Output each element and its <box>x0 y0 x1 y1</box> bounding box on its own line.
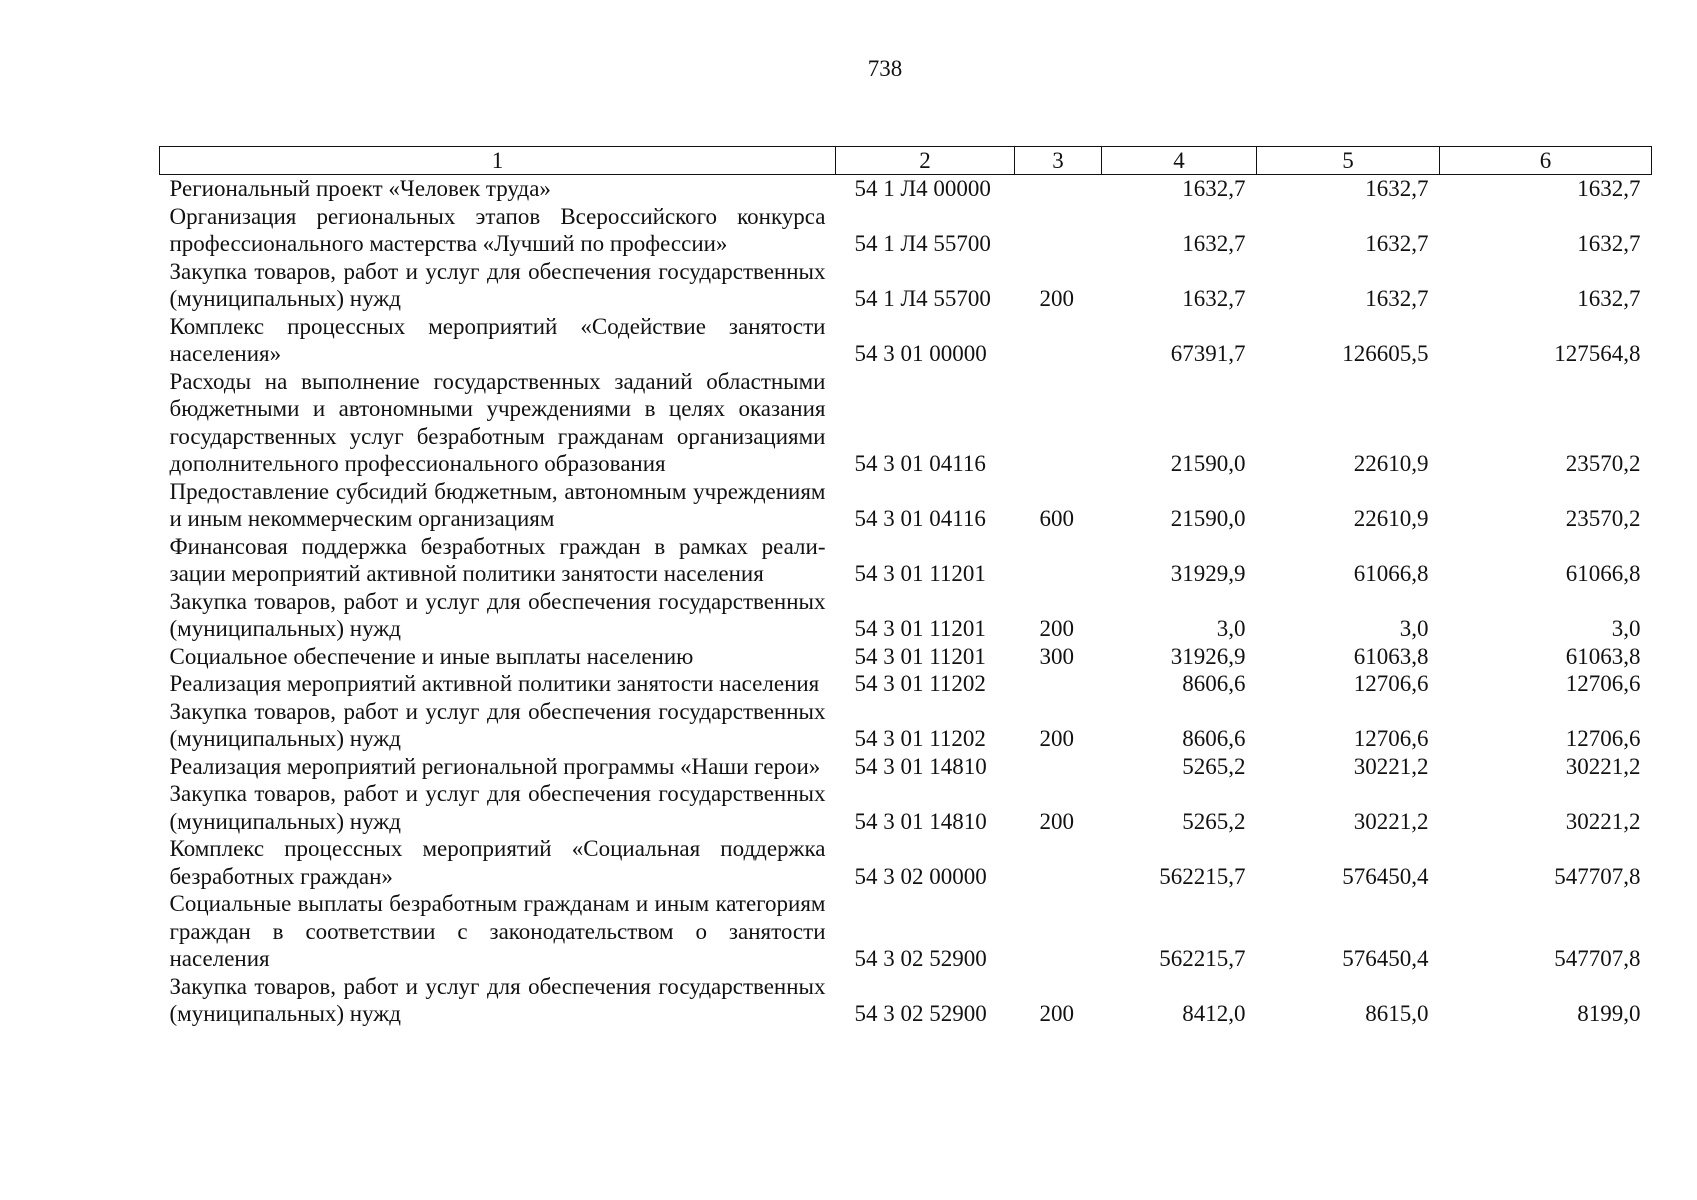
row-name: Организация региональных этапов Всероссийского конкурса профессионального мастерства «Лучший по профессии» <box>169 203 826 256</box>
row-name: Комплекс процессных мероприятий «Социальная поддержка безработных граждан» <box>169 836 826 889</box>
table-row <box>160 835 1652 890</box>
row-name: Комплекс процессных мероприятий «Содействие занятости населения» <box>169 313 826 366</box>
row-amount-1: 562215,7 <box>1159 863 1246 889</box>
row-amount-3: 30221,2 <box>1565 753 1641 779</box>
row-expense-type: 600 <box>1039 506 1074 531</box>
row-name: Социальное обеспечение и иные выплаты населению <box>169 643 694 669</box>
row-amount-1: 5265,2 <box>1182 753 1246 779</box>
row-amount-1: 562215,7 <box>1159 946 1246 971</box>
column-header-amount-3: 6 <box>1440 147 1652 175</box>
row-name: Реализация мероприятий региональной программы «Наши герои» <box>169 753 821 779</box>
row-amount-2: 1632,7 <box>1365 176 1429 201</box>
row-amount-3: 1632,7 <box>1577 176 1641 201</box>
row-code: 54 3 01 11202 <box>854 726 986 751</box>
row-amount-2: 22610,9 <box>1353 506 1429 531</box>
row-code: 54 3 02 00000 <box>854 863 987 889</box>
row-expense-type <box>1015 313 1102 368</box>
row-name: Финансовая поддержка безработных граждан в рамках реализации мероприятий активной политики занятости населения <box>169 533 826 586</box>
row-code: 54 3 01 14810 <box>854 808 987 834</box>
row-expense-type <box>1015 753 1102 781</box>
row-amount-3: 61066,8 <box>1565 561 1641 586</box>
row-amount-3: 1632,7 <box>1577 231 1641 256</box>
row-amount-2: 30221,2 <box>1353 753 1429 779</box>
row-amount-1: 5265,2 <box>1182 808 1246 834</box>
column-header-amount-1: 4 <box>1102 147 1257 175</box>
row-amount-3: 23570,2 <box>1565 451 1641 476</box>
table-row <box>160 313 1652 368</box>
row-amount-1: 1632,7 <box>1182 231 1246 256</box>
row-expense-type <box>1015 203 1102 258</box>
row-amount-3: 12706,6 <box>1565 671 1641 696</box>
row-expense-type: 300 <box>1039 643 1074 669</box>
row-amount-1: 1632,7 <box>1182 286 1246 311</box>
row-name: Реализация мероприятий активной политики занятости населения <box>169 671 820 696</box>
table-row <box>160 478 1652 533</box>
row-amount-1: 21590,0 <box>1170 506 1246 531</box>
row-code: 54 3 01 04116 <box>854 506 986 531</box>
row-name: Закупка товаров, работ и услуг для обеспечения государственных (муниципальных) нужд <box>169 973 826 1026</box>
row-amount-1: 31926,9 <box>1170 643 1246 669</box>
row-code: 54 1 Л4 55700 <box>854 286 991 311</box>
row-name: Социальные выплаты безработным гражданам и иным категориям граждан в соответствии с законодательством о занятости населения <box>169 891 826 971</box>
row-code: 54 3 01 11201 <box>854 643 986 669</box>
row-name: Предоставление субсидий бюджетным, автономным учреждениям и иным некоммерческим организациям <box>169 478 826 531</box>
row-amount-2: 22610,9 <box>1353 451 1429 476</box>
row-code: 54 1 Л4 00000 <box>854 176 991 201</box>
row-amount-3: 23570,2 <box>1565 506 1641 531</box>
column-header-amount-2: 5 <box>1257 147 1440 175</box>
row-name: Закупка товаров, работ и услуг для обеспечения государственных (муниципальных) нужд <box>169 781 826 834</box>
row-amount-2: 30221,2 <box>1353 808 1429 834</box>
row-code: 54 3 01 04116 <box>854 451 986 476</box>
row-expense-type <box>1015 368 1102 478</box>
row-name: Расходы на выполнение государственных заданий областными бюджетными и автономными учреждениями в целях оказания государственных услуг безработным гражданам организациями дополнительного профессионального образования <box>169 368 826 476</box>
row-code: 54 1 Л4 55700 <box>854 231 991 256</box>
table-row <box>160 670 1652 698</box>
column-header-name: 1 <box>160 147 836 175</box>
row-amount-2: 12706,6 <box>1353 726 1429 751</box>
row-code: 54 3 01 11202 <box>854 671 986 696</box>
row-amount-2: 126605,5 <box>1342 341 1429 366</box>
row-amount-2: 61066,8 <box>1353 561 1429 586</box>
row-amount-1: 8606,6 <box>1182 671 1246 696</box>
row-expense-type: 200 <box>1039 286 1074 311</box>
row-amount-1: 8606,6 <box>1182 726 1246 751</box>
row-amount-1: 8412,0 <box>1182 1001 1246 1026</box>
row-amount-2: 576450,4 <box>1342 863 1429 889</box>
table-row <box>160 753 1652 781</box>
row-code: 54 3 01 11201 <box>854 561 986 586</box>
table-body <box>160 175 1652 1028</box>
header-row <box>160 147 1652 175</box>
row-amount-3: 1632,7 <box>1577 286 1641 311</box>
row-amount-1: 3,0 <box>1216 616 1246 641</box>
row-amount-2: 1632,7 <box>1365 231 1429 256</box>
row-amount-1: 21590,0 <box>1170 451 1246 476</box>
row-amount-3: 30221,2 <box>1565 808 1641 834</box>
row-amount-2: 12706,6 <box>1353 671 1429 696</box>
row-amount-3: 3,0 <box>1611 616 1641 641</box>
table-row <box>160 698 1652 753</box>
row-expense-type <box>1015 175 1102 203</box>
table-row <box>160 643 1652 671</box>
table-row <box>160 175 1652 203</box>
row-code: 54 3 01 11201 <box>854 616 986 641</box>
row-amount-3: 127564,8 <box>1554 341 1641 366</box>
row-amount-3: 61063,8 <box>1565 643 1641 669</box>
table-header <box>160 147 1652 175</box>
table-row <box>160 588 1652 643</box>
row-expense-type: 200 <box>1039 726 1074 751</box>
column-header-expense-type: 3 <box>1015 147 1102 175</box>
table-row <box>160 533 1652 588</box>
column-header-code: 2 <box>836 147 1015 175</box>
table-row <box>160 368 1652 478</box>
row-amount-2: 576450,4 <box>1342 946 1429 971</box>
row-expense-type <box>1015 890 1102 973</box>
row-amount-3: 547707,8 <box>1554 946 1641 971</box>
row-amount-3: 8199,0 <box>1577 1001 1641 1026</box>
table-row <box>160 973 1652 1028</box>
row-amount-1: 1632,7 <box>1182 176 1246 201</box>
row-code: 54 3 01 00000 <box>854 341 987 366</box>
row-amount-3: 12706,6 <box>1565 726 1641 751</box>
row-amount-2: 61063,8 <box>1353 643 1429 669</box>
row-expense-type <box>1015 670 1102 698</box>
row-code: 54 3 02 52900 <box>854 1001 987 1026</box>
row-expense-type <box>1015 533 1102 588</box>
row-amount-1: 67391,7 <box>1170 341 1246 366</box>
row-amount-2: 3,0 <box>1399 616 1429 641</box>
table-row <box>160 890 1652 973</box>
row-amount-2: 8615,0 <box>1365 1001 1429 1026</box>
row-name: Региональный проект «Человек труда» <box>169 176 551 201</box>
table-row <box>160 203 1652 258</box>
row-amount-3: 547707,8 <box>1554 863 1641 889</box>
row-code: 54 3 01 14810 <box>854 753 987 779</box>
row-name: Закупка товаров, работ и услуг для обеспечения государственных (муниципальных) нужд <box>169 698 826 751</box>
row-expense-type <box>1015 835 1102 890</box>
table-row <box>160 780 1652 835</box>
row-expense-type: 200 <box>1039 616 1074 641</box>
page-number: 738 <box>867 56 903 81</box>
row-expense-type: 200 <box>1039 1001 1074 1026</box>
row-name: Закупка товаров, работ и услуг для обеспечения государственных (муниципальных) нужд <box>169 588 826 641</box>
row-code: 54 3 02 52900 <box>854 946 987 971</box>
budget-table <box>159 146 1652 1028</box>
row-expense-type: 200 <box>1039 808 1074 834</box>
row-name: Закупка товаров, работ и услуг для обеспечения государственных (муниципальных) нужд <box>169 258 826 311</box>
row-amount-2: 1632,7 <box>1365 286 1429 311</box>
table-row <box>160 258 1652 313</box>
row-amount-1: 31929,9 <box>1170 561 1246 586</box>
